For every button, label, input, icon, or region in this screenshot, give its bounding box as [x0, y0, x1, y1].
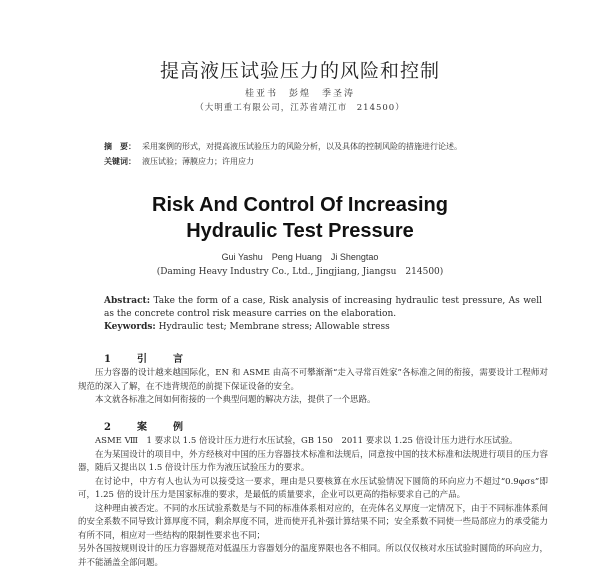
english-abstract-block	[104, 295, 542, 334]
section-1-body	[78, 367, 548, 408]
english-keywords-text: Hydraulic test; Membrane stress; Allowable stress	[158, 322, 390, 332]
english-authors: Gui Yashu Peng Huang Ji Shengtao	[221, 252, 379, 262]
section-1-heading: 1 引 言	[104, 354, 191, 365]
chinese-keywords-text: 液压试验；薄膜应力；许用应力	[142, 157, 254, 166]
chinese-keywords-label: 关键词：	[104, 156, 136, 166]
english-keywords	[104, 321, 542, 334]
english-abstract-label: Abstract:	[104, 296, 151, 306]
section-1-paragraph: 本文就各标准之间如何衔接的一个典型问题的解决方法，提供了一个思路。	[95, 395, 376, 405]
english-title-line-2: Hydraulic Test Pressure	[186, 220, 414, 242]
chinese-abstract-text: 采用案例的形式，对提高液压试验压力的风险分析，以及具体的控制风险的措施进行论述。	[142, 142, 462, 151]
section-2-paragraph: 在为某国设计的项目中，外方经核对中国的压力容器技术标准和法规后，同意按中国的技术标准和法规进行项目的压力容器，随后又提出以 1.5 倍设计压力作为液压试验压力的要求。	[78, 449, 548, 473]
english-title	[0, 192, 600, 244]
section-2-body	[78, 435, 548, 570]
section-1-paragraph: 压力容器的设计越来越国际化，EN 和 ASME 由高不可攀渐渐“走入寻常百姓家”各标准之间的衔接，需要设计工程师对规范的深入了解，在不违背规范的前提下保证设备的安全。	[78, 368, 548, 392]
section-2-paragraph: 另外各国按规则设计的压力容器规范对低温压力容器划分的温度界限也各不相同。所以仅仅核对水压试验时圆筒的环向应力，并不能涵盖全部问题。	[78, 544, 548, 568]
chinese-abstract-label: 摘 要：	[104, 141, 136, 151]
english-abstract	[104, 295, 542, 321]
english-keywords-label: Keywords:	[104, 322, 156, 332]
chinese-keywords	[104, 154, 534, 169]
chinese-authors: 桂亚书 彭煌 季圣涛	[244, 89, 355, 99]
chinese-affiliation: （大明重工有限公司，江苏省靖江市 214500）	[195, 103, 405, 113]
section-2-paragraph: 这种理由被否定。不同的水压试验系数是与不同的标准体系相对应的，在壳体名义厚度一定情况下，由于不同标准体系间的安全系数不同导致计算厚度不同，剩余厚度不同，进而使开孔补强计算结果不同；安全系数不同使一些局部应力的承受能力有所不同，相应对一些结构的限制性要求也不同；	[78, 503, 548, 541]
section-2-paragraph: 在讨论中，中方有人也认为可以接受这一要求，理由是只要核算在水压试验情况下圆筒的环向应力不超过“0.9φσs”即可，1.25 倍的设计压力是国家标准的要求，是最低的质量要求，企业可以更高的指标要求自己的产品。	[78, 476, 548, 500]
chinese-title: 提高液压试验压力的风险和控制	[159, 60, 440, 82]
english-affiliation: (Daming Heavy Industry Co., Ltd., Jingjiang, Jiangsu 214500)	[156, 267, 444, 277]
section-2-heading: 2 案 例	[104, 422, 191, 433]
chinese-abstract	[104, 139, 534, 154]
chinese-abstract-block	[104, 139, 534, 169]
english-abstract-text: Take the form of a case, Risk analysis of increasing hydraulic test pressure, As well as the concrete control risk measure carries on the elaboration.	[104, 296, 542, 319]
section-2-paragraph: ASME Ⅷ 1 要求以 1.5 倍设计压力进行水压试验，GB 150 2011 要求以 1.25 倍设计压力进行水压试验。	[95, 436, 518, 446]
english-title-line-1: Risk And Control Of Increasing	[152, 194, 448, 216]
